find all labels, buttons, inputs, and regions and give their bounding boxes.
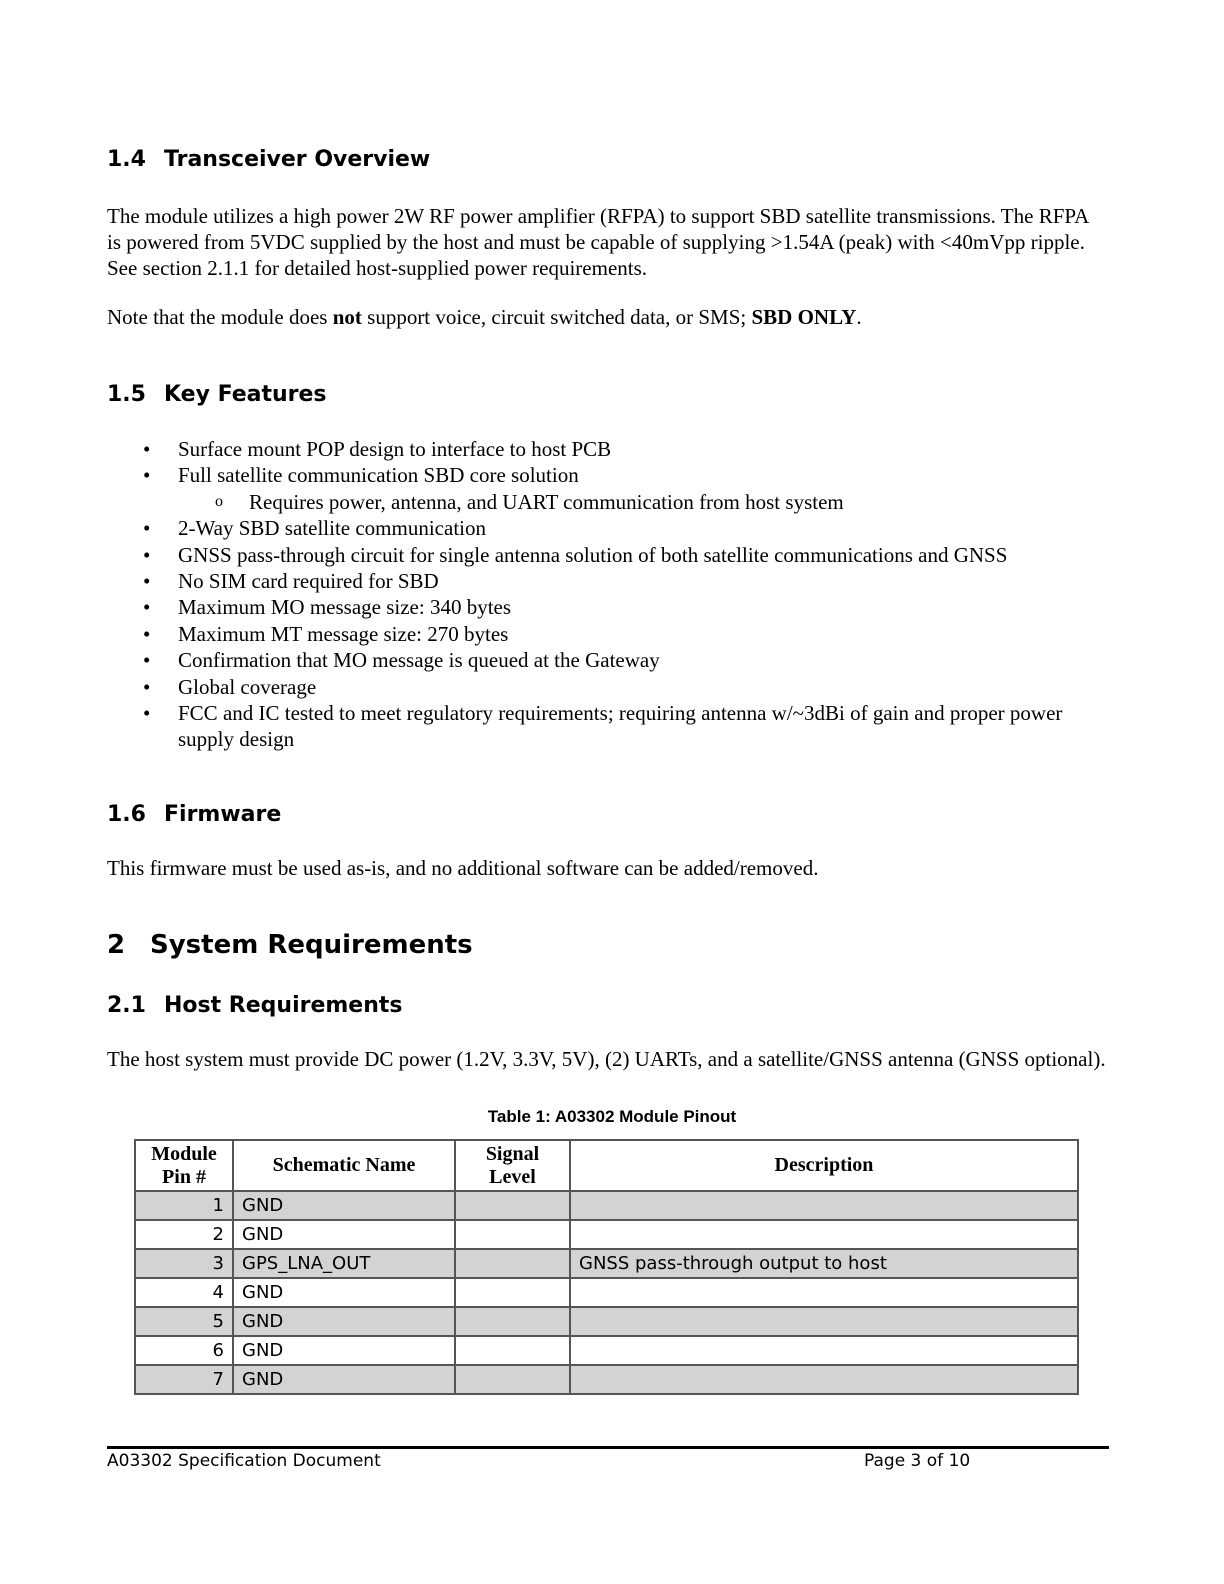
sub-bullet-icon: o — [215, 492, 223, 510]
header-description: Description — [570, 1140, 1078, 1191]
table-row — [135, 1365, 1078, 1394]
cell-level — [455, 1220, 570, 1249]
sub-list-item: o Requires power, antenna, and UART communication from host system — [215, 489, 844, 514]
footer-divider — [107, 1446, 1109, 1449]
table-row — [135, 1249, 1078, 1278]
header-signal-level: Signal Level — [455, 1140, 570, 1191]
bullet-icon: • — [143, 516, 151, 541]
table-row — [135, 1307, 1078, 1336]
key-features-list — [107, 436, 1107, 753]
cell-level — [455, 1365, 570, 1394]
list-item: • Confirmation that MO message is queued at the Gateway — [143, 648, 660, 673]
bullet-icon: • — [143, 437, 151, 461]
footer-doc-name: A03302 Specification Document — [107, 1451, 381, 1471]
heading-title: System Requirements — [150, 930, 473, 960]
table-caption: Table 1: A03302 Module Pinout — [487, 1107, 737, 1126]
table-row — [135, 1220, 1078, 1249]
heading-1-6 — [107, 802, 281, 827]
note-text: Note that the module does — [107, 305, 333, 329]
cell-name: GND — [233, 1336, 455, 1365]
cell-desc: GNSS pass-through output to host — [570, 1249, 1078, 1278]
list-item: • No SIM card required for SBD — [143, 569, 439, 594]
list-item: • FCC and IC tested to meet regulatory requirements; requiring antenna w/~3dBi of gain and proper power supply design — [143, 701, 1063, 752]
list-item: • GNSS pass-through circuit for single antenna solution of both satellite communications and GNSS — [143, 542, 1008, 567]
bullet-icon: • — [143, 674, 151, 699]
heading-number: 2 — [107, 930, 126, 960]
heading-title: Firmware — [164, 802, 282, 827]
cell-level — [455, 1336, 570, 1365]
cell-pin: 5 — [135, 1307, 233, 1336]
cell-desc — [570, 1220, 1078, 1249]
cell-level — [455, 1278, 570, 1307]
list-item: • Maximum MT message size: 270 bytes — [143, 621, 509, 646]
table-row — [135, 1191, 1078, 1220]
cell-pin: 2 — [135, 1220, 233, 1249]
cell-name: GND — [233, 1220, 455, 1249]
heading-number: 1.5 — [107, 382, 146, 407]
cell-pin: 4 — [135, 1278, 233, 1307]
cell-pin: 6 — [135, 1336, 233, 1365]
cell-level — [455, 1307, 570, 1336]
cell-pin: 7 — [135, 1365, 233, 1394]
note-bold-sbd-only: SBD ONLY — [751, 305, 857, 329]
note-text: support voice, circuit switched data, or SMS; — [361, 305, 752, 329]
cell-name: GND — [233, 1307, 455, 1336]
heading-number: 1.6 — [107, 802, 146, 827]
heading-number: 1.4 — [107, 147, 146, 172]
list-item: • Maximum MO message size: 340 bytes — [143, 595, 512, 620]
cell-pin: 3 — [135, 1249, 233, 1278]
cell-desc — [570, 1365, 1078, 1394]
cell-name: GND — [233, 1365, 455, 1394]
table-row — [135, 1278, 1078, 1307]
list-item: • Global coverage — [143, 674, 317, 699]
paragraph-note — [107, 304, 1107, 330]
heading-2-1 — [107, 993, 403, 1018]
bullet-icon: • — [143, 648, 151, 673]
cell-level — [455, 1191, 570, 1220]
heading-title: Host Requirements — [164, 993, 403, 1018]
list-item: • Full satellite communication SBD core solution — [143, 463, 579, 488]
heading-1-4 — [107, 147, 430, 172]
bullet-icon: • — [143, 595, 151, 620]
bullet-icon: • — [143, 621, 151, 646]
header-schematic-name: Schematic Name — [233, 1140, 455, 1191]
bullet-icon: • — [143, 569, 151, 594]
cell-name: GND — [233, 1278, 455, 1307]
footer-page-number: Page 3 of 10 — [864, 1451, 971, 1471]
heading-title: Transceiver Overview — [164, 147, 431, 172]
table-header-row — [135, 1140, 1078, 1191]
note-text: . — [856, 305, 862, 329]
list-item: • Surface mount POP design to interface to host PCB — [143, 437, 612, 461]
bullet-icon: • — [143, 701, 151, 726]
heading-title: Key Features — [164, 382, 327, 407]
cell-desc — [570, 1191, 1078, 1220]
cell-name: GND — [233, 1191, 455, 1220]
paragraph-transceiver: The module utilizes a high power 2W RF power amplifier (RFPA) to support SBD satellite transmissions. The RFPA is powered from 5VDC supplied by the host and must be capable of supplying >1.54A (peak) with <40mVpp ripple. See section 2.1.1 for detailed host-supplied power requirements. — [107, 204, 1089, 280]
bullet-icon: • — [143, 463, 151, 488]
cell-desc — [570, 1336, 1078, 1365]
bullet-icon: • — [143, 542, 151, 567]
cell-desc — [570, 1278, 1078, 1307]
paragraph-host: The host system must provide DC power (1.2V, 3.3V, 5V), (2) UARTs, and a satellite/GNSS antenna (GNSS optional). — [107, 1047, 1106, 1071]
header-pin: Module Pin # — [135, 1140, 233, 1191]
heading-2 — [107, 930, 473, 960]
cell-pin: 1 — [135, 1191, 233, 1220]
table-row — [135, 1336, 1078, 1365]
cell-name: GPS_LNA_OUT — [233, 1249, 455, 1278]
heading-number: 2.1 — [107, 993, 146, 1018]
pinout-table — [134, 1139, 1079, 1395]
paragraph-firmware: This firmware must be used as-is, and no additional software can be added/removed. — [107, 856, 819, 880]
cell-desc — [570, 1307, 1078, 1336]
note-bold-not: not — [332, 305, 362, 329]
heading-1-5 — [107, 382, 327, 407]
cell-level — [455, 1249, 570, 1278]
list-item: • 2-Way SBD satellite communication — [143, 516, 486, 541]
